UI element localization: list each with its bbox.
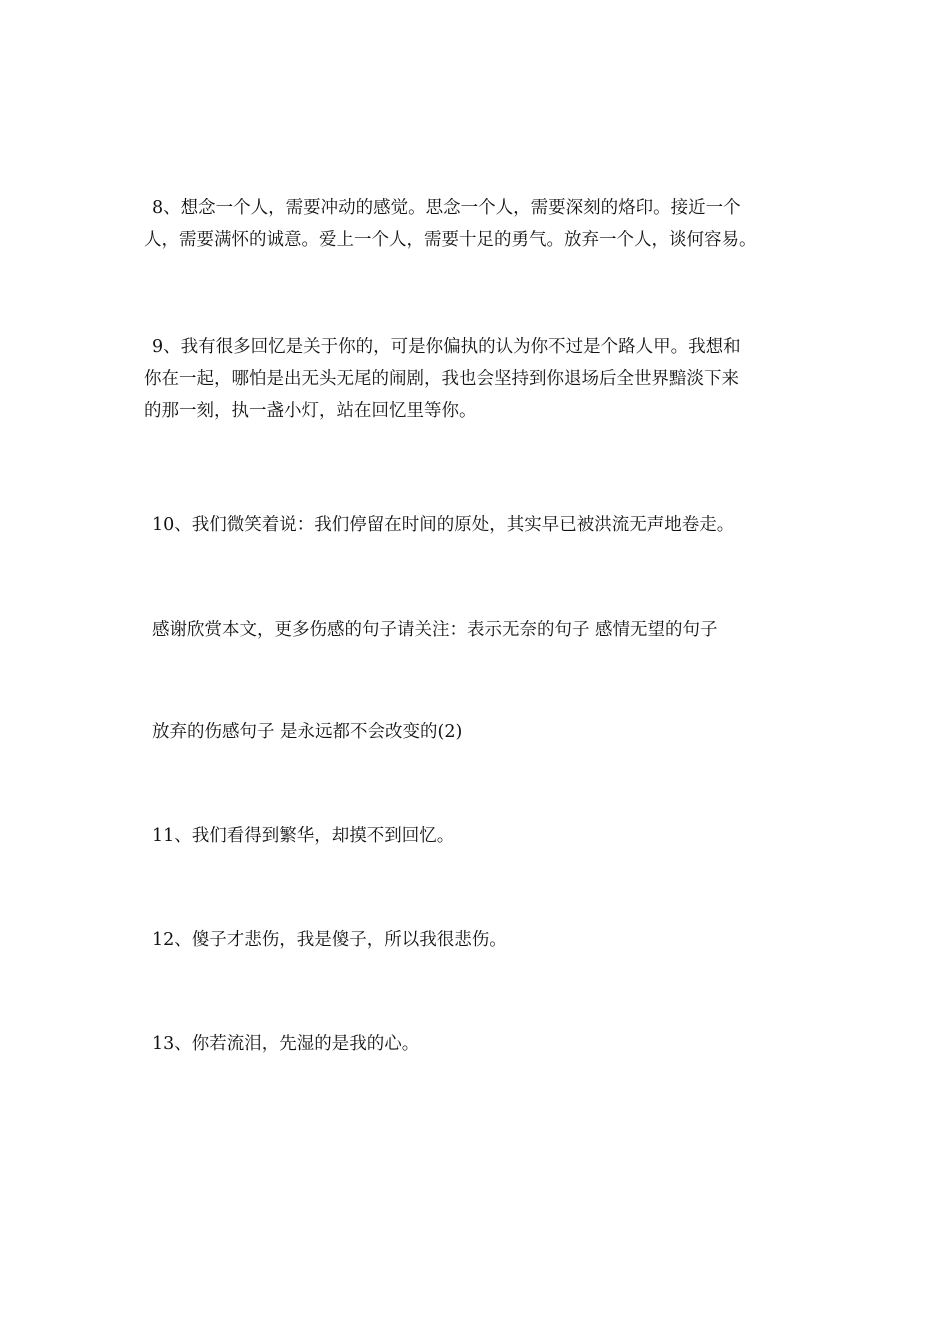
paragraph-12: 12、傻子才悲伤，我是傻子，所以我很悲伤。 bbox=[152, 930, 507, 950]
paragraph-8-line-1: 8、想念一个人，需要冲动的感觉。思念一个人，需要深刻的烙印。接近一个 bbox=[152, 198, 741, 218]
paragraph-8-line-2: 人，需要满怀的诚意。爱上一个人，需要十足的勇气。放弃一个人，谈何容易。 bbox=[144, 230, 757, 250]
paragraph-11: 11、我们看得到繁华，却摸不到回忆。 bbox=[152, 826, 455, 846]
thanks-note: 感谢欣赏本文，更多伤感的句子请关注：表示无奈的句子 感情无望的句子 bbox=[152, 620, 718, 640]
paragraph-9-line-3: 的那一刻，执一盏小灯，站在回忆里等你。 bbox=[144, 401, 477, 421]
paragraph-8 bbox=[144, 192, 816, 256]
paragraph-9-line-2: 你在一起，哪怕是出无头无尾的闹剧，我也会坚持到你退场后全世界黯淡下来 bbox=[144, 369, 739, 389]
paragraph-10: 10、我们微笑着说：我们停留在时间的原处，其实早已被洪流无声地卷走。 bbox=[152, 515, 735, 535]
paragraph-13: 13、你若流泪，先湿的是我的心。 bbox=[152, 1034, 420, 1054]
paragraph-9-line-1: 9、我有很多回忆是关于你的，可是你偏执的认为你不过是个路人甲。我想和 bbox=[152, 337, 741, 357]
paragraph-9 bbox=[144, 331, 816, 427]
section-subtitle: 放弃的伤感句子 是永远都不会改变的(2) bbox=[152, 722, 463, 742]
